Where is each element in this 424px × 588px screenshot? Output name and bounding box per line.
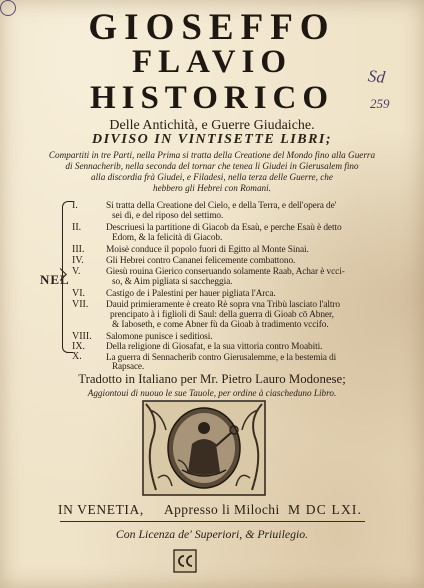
- handwritten-annotation: 259: [370, 96, 390, 111]
- chapter-number: II.: [72, 222, 82, 233]
- chapter-text: Moisè conduce il popolo fuori di Egitto al Monte Sinai.: [106, 245, 309, 255]
- license-line: Con Licenza de' Superiori, & Priuilegio.: [115, 527, 309, 541]
- chapter-text: Descriuesi la partitione di Giacob da Esaù, e perche Esaù è detto: [106, 223, 342, 233]
- chapter-text: Edom, & la felicità di Giacob.: [112, 233, 223, 243]
- chapter-number: VIII.: [72, 331, 92, 342]
- translator-line: Tradotto in Italiano per Mr. Pietro Lauro Modonese;: [78, 372, 346, 386]
- imprint-year: M DC LXI.: [288, 502, 363, 517]
- chapter-text: sei dì, e del riposo del settimo.: [112, 211, 224, 221]
- division-heading: DIVISO IN VINTISETTE LIBRI;: [91, 132, 333, 147]
- chapter-number: III.: [72, 244, 85, 255]
- chapter-text: Giesù rouina Gierico conseruando solamente Raab, Achar è vcci-: [106, 267, 345, 277]
- title-line-flavio: FLAVIO: [131, 44, 293, 80]
- nel-label: NEL: [40, 272, 70, 287]
- chapter-number: VI.: [72, 288, 86, 299]
- chapter-number: I.: [72, 200, 78, 211]
- imprint-publisher: Appresso li Milochi: [164, 502, 280, 517]
- chapter-text: Rapsace.: [112, 361, 145, 371]
- description-line: hebbero gli Hebrei con Romani.: [153, 183, 271, 193]
- chapter-number: IV.: [72, 255, 84, 266]
- description-line: alla discordia frà Giudei, e Filadesi, nella terza delle Guerre, che: [91, 172, 333, 182]
- title-line-gioseffo: GIOSEFFO: [88, 7, 336, 48]
- chapter-number: X.: [72, 351, 82, 362]
- allegorical-woodcut-emblem-icon: [142, 400, 266, 496]
- chapter-text: prencipato à i figlioli di Saul: della guerra di Gioab cō Abner,: [110, 310, 334, 320]
- chapter-text: & Iaboseth, e come Abner fù da Gioab à tradimento vccifo.: [112, 320, 329, 330]
- description-line: di Sennacherib, nella seconda del tornar che tenea li Giudei in Gierusalem fino: [65, 161, 359, 171]
- chapter-text: Salomone punisce i seditiosi.: [106, 332, 213, 342]
- subtitle: Delle Antichità, e Guerre Giudaiche.: [109, 118, 315, 133]
- description-line: Compartiti in tre Parti, nella Prima si tratta della Creatione del Mondo fino alla Guerra: [48, 150, 376, 160]
- chapter-number: VII.: [72, 299, 89, 310]
- chapter-number: IX.: [72, 341, 86, 352]
- chapter-text: Della religione di Giosafat, e la sua vittoria contro Moabiti.: [106, 342, 323, 352]
- divider-rule: [60, 521, 365, 522]
- chapter-text: Si tratta della Creatione del Cielo, e della Terra, e dell'opera de': [106, 201, 337, 211]
- printer-monogram-icon: [173, 549, 197, 573]
- chapter-text: so, & Aim pigliata si saccheggia.: [112, 277, 233, 287]
- chapter-text: La guerra di Sennacherib contro Gierusalemme, e la bestemia di: [106, 352, 337, 362]
- chapter-text: Gli Hebrei contro Cananei felicemente combattono.: [106, 256, 296, 266]
- chapter-number: V.: [72, 266, 81, 277]
- additions-line: Aggiontoui di nuouo le sue Tauole, per ordine à ciascheduno Libro.: [87, 388, 337, 398]
- handwritten-annotation: Sd: [367, 66, 386, 87]
- imprint-place: IN VENETIA,: [58, 502, 144, 517]
- title-line-historico: HISTORICO: [89, 80, 335, 116]
- chapter-text: Dauid primieramente è creato Rè sopra vna Tribù lasciato l'altro: [106, 300, 341, 310]
- chapter-text: Castigo de i Palestini per hauer pigliata l'Arca.: [106, 289, 276, 299]
